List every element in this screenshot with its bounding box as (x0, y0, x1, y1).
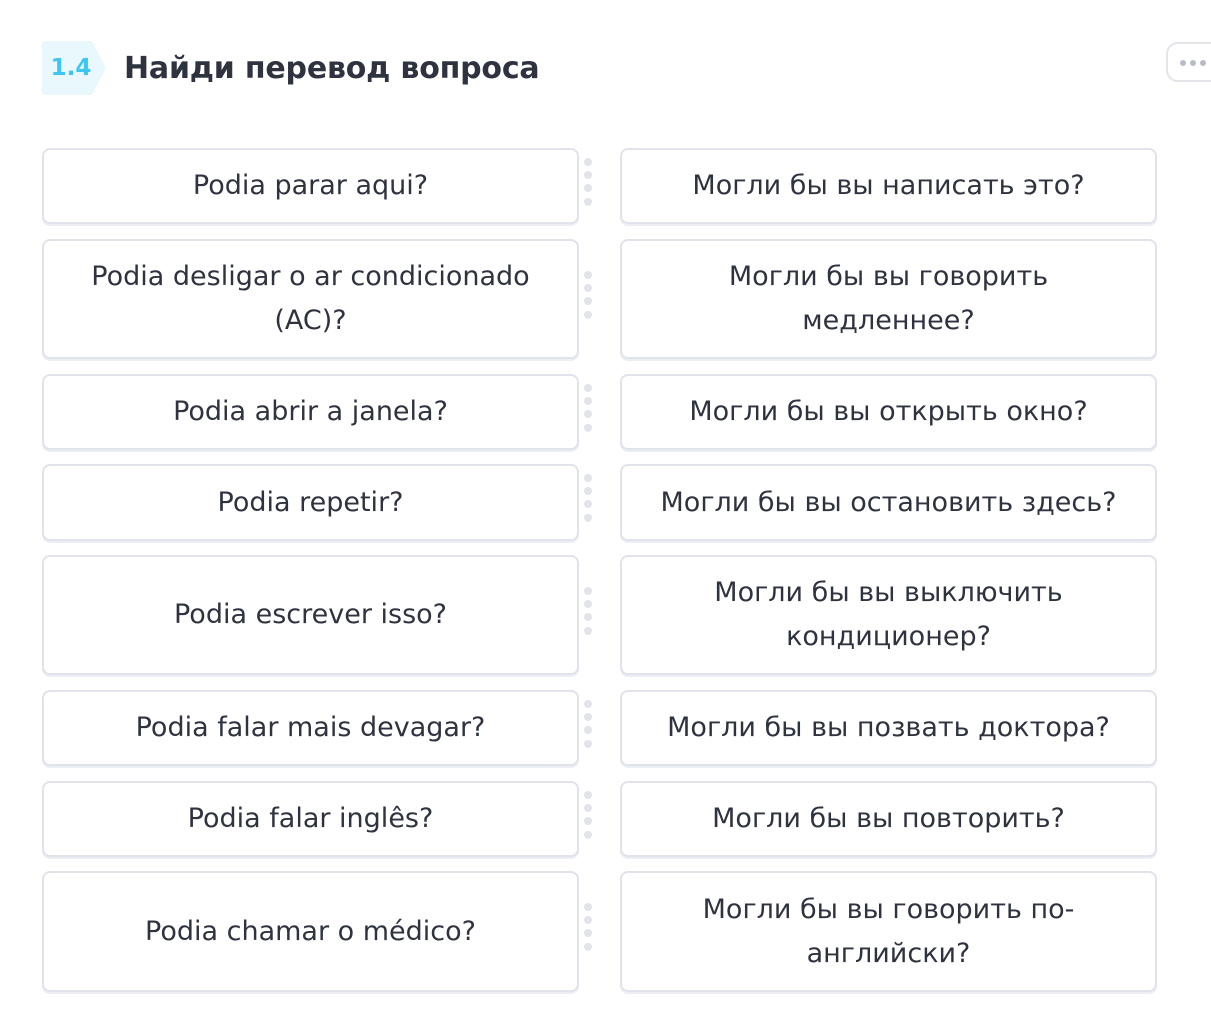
drag-handle-icon[interactable] (582, 700, 594, 756)
left-card-1[interactable] (42, 148, 579, 224)
right-card-2[interactable] (620, 239, 1157, 359)
more-dots-icon (1180, 60, 1206, 66)
drag-handle-icon[interactable] (582, 271, 594, 327)
right-card-text: Могли бы вы выключить кондиционер? (714, 577, 1063, 652)
left-card-text: Podia repetir? (217, 486, 404, 518)
left-card-text: Podia parar aqui? (192, 170, 429, 201)
more-options-button[interactable] (1166, 42, 1211, 82)
drag-handle-icon[interactable] (582, 903, 594, 959)
left-card-2[interactable] (42, 239, 579, 359)
left-card-6[interactable] (42, 690, 579, 766)
exercise-title: Найди перевод вопроса (124, 50, 540, 86)
right-card-text: Могли бы вы открыть окно? (689, 396, 1088, 427)
right-card-3[interactable] (620, 374, 1157, 450)
left-card-7[interactable] (42, 781, 579, 857)
right-card-text: Могли бы вы повторить? (712, 803, 1065, 834)
drag-handle-icon[interactable] (582, 158, 594, 214)
left-card-text: Podia escrever isso? (173, 599, 447, 630)
right-card-text: Могли бы вы остановить здесь? (660, 486, 1117, 518)
right-card-text: Могли бы вы позвать доктора? (667, 712, 1110, 743)
drag-handle-icon[interactable] (582, 791, 594, 847)
left-card-text: Podia abrir a janela? (173, 396, 448, 427)
drag-handle-icon[interactable] (582, 587, 594, 643)
right-card-text: Могли бы вы говорить медленнее? (728, 261, 1049, 336)
left-card-3[interactable] (42, 374, 579, 450)
left-card-4[interactable] (42, 464, 579, 541)
left-card-text: Podia falar mais devagar? (135, 712, 486, 743)
left-card-5[interactable] (42, 555, 579, 675)
left-card-text: Podia chamar o médico? (145, 915, 476, 947)
left-card-text: Podia falar inglês? (187, 803, 434, 834)
right-card-7[interactable] (620, 781, 1157, 857)
right-card-4[interactable] (620, 464, 1157, 541)
right-card-8[interactable] (620, 871, 1157, 992)
right-card-text: Могли бы вы говорить по-английски? (702, 893, 1075, 969)
left-card-text: Podia desligar o ar condicionado (AC)? (91, 261, 530, 336)
right-card-6[interactable] (620, 690, 1157, 766)
exercise-number: 1.4 (50, 55, 92, 81)
drag-handle-icon[interactable] (582, 384, 594, 440)
left-card-8[interactable] (42, 871, 579, 992)
right-card-text: Могли бы вы написать это? (692, 170, 1085, 201)
right-card-1[interactable] (620, 148, 1157, 224)
exercise-header (42, 41, 539, 95)
right-card-5[interactable] (620, 555, 1157, 675)
exercise-number-badge (42, 41, 108, 95)
drag-handle-icon[interactable] (582, 474, 594, 530)
